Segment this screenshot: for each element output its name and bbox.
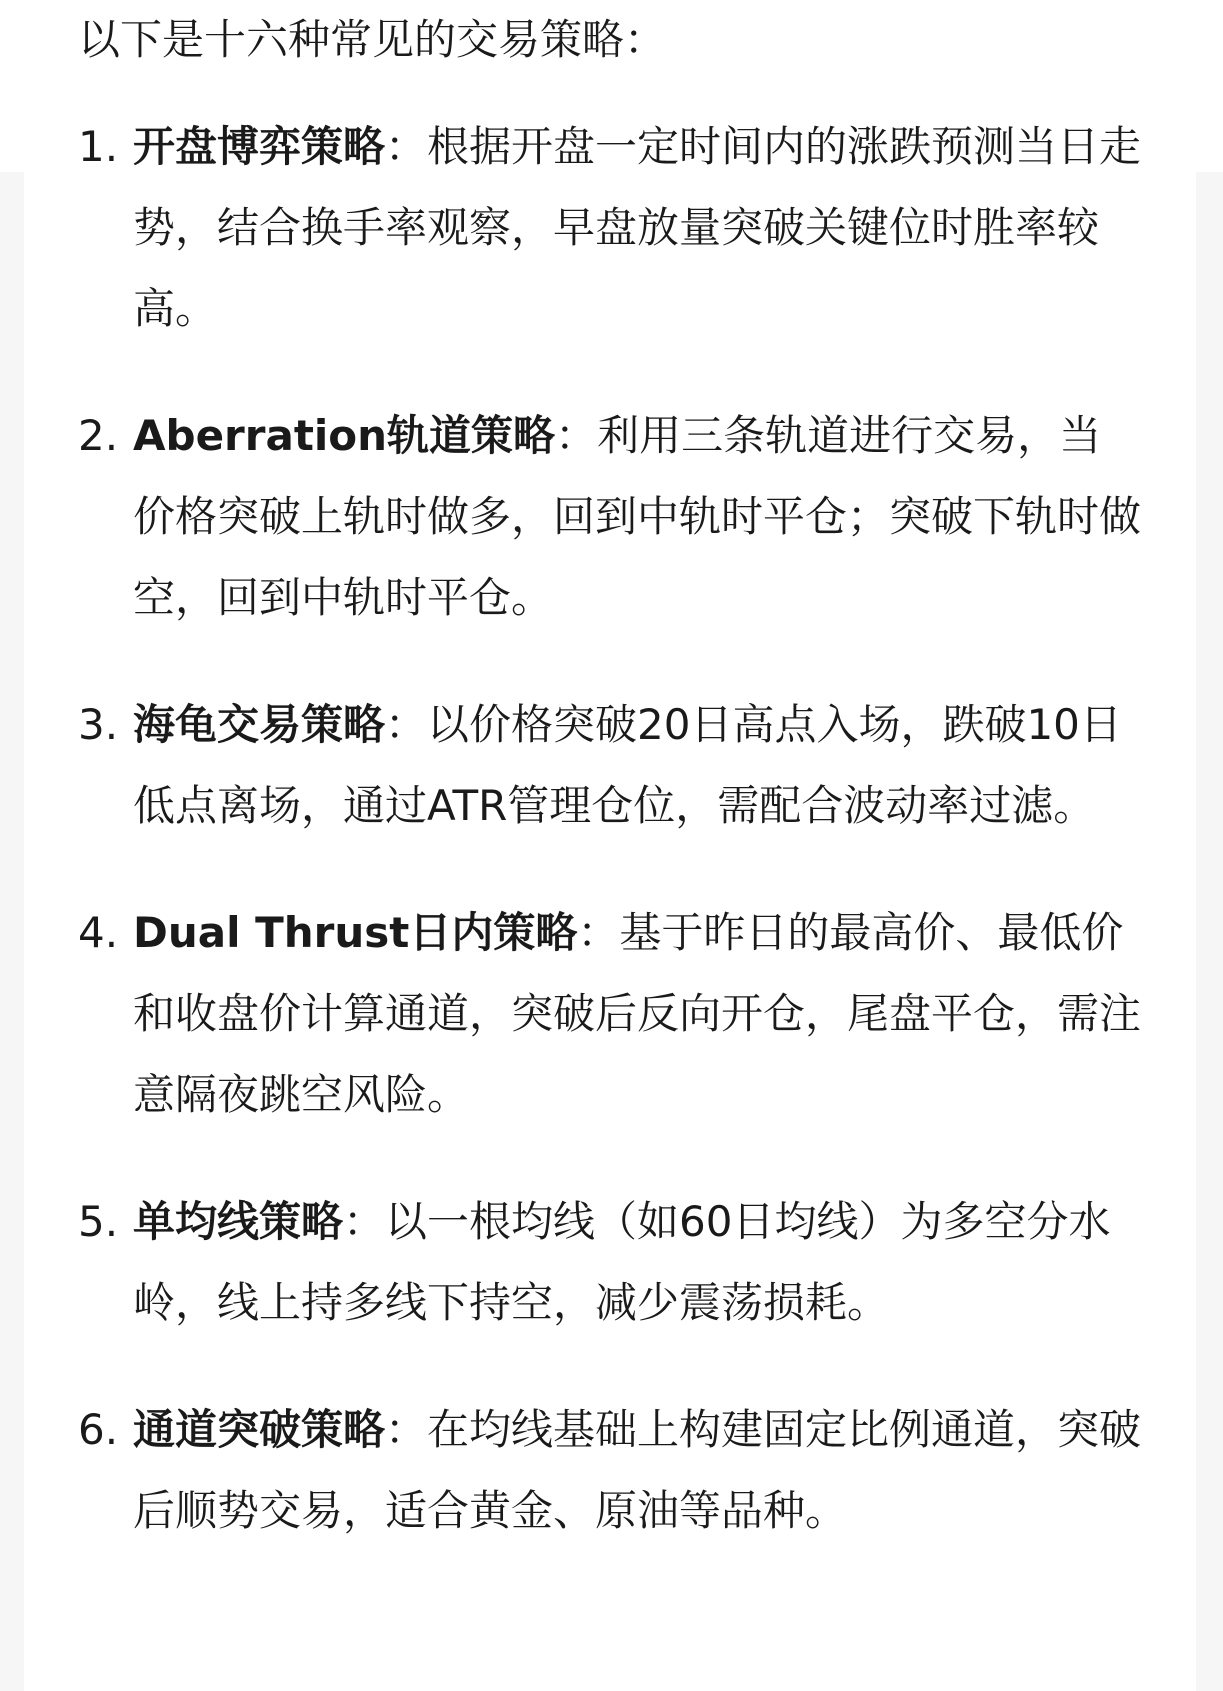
item-number: 5. xyxy=(78,1197,119,1246)
strategy-description: ：基于昨日的最高价、最低价和收盘价计算通道，突破后反向开仓，尾盘平仓，需注意隔夜跳空风险。 xyxy=(133,908,1142,1119)
strategy-name: Dual Thrust日内策略 xyxy=(133,908,578,957)
strategy-list xyxy=(78,106,1158,1597)
list-item xyxy=(78,892,1158,1135)
item-text xyxy=(133,892,1143,1135)
strategy-description: ：根据开盘一定时间内的涨跌预测当日走势，结合换手率观察，早盘放量突破关键位时胜率较高。 xyxy=(133,122,1142,333)
list-item xyxy=(78,395,1158,638)
list-item xyxy=(78,106,1158,349)
item-number: 3. xyxy=(78,700,119,749)
strategy-description: ：利用三条轨道进行交易，当价格突破上轨时做多，回到中轨时平仓；突破下轨时做空，回到中轨时平仓。 xyxy=(133,411,1142,622)
item-text xyxy=(133,106,1143,349)
intro-text: 以下是十六种常见的交易策略： xyxy=(78,15,667,64)
item-number: 2. xyxy=(78,411,119,460)
list-item xyxy=(78,684,1158,846)
item-number: 6. xyxy=(78,1405,119,1454)
item-text xyxy=(133,1181,1143,1343)
strategy-description: ：以一根均线（如60日均线）为多空分水岭，线上持多线下持空，减少震荡损耗。 xyxy=(133,1197,1111,1327)
item-text xyxy=(133,684,1143,846)
list-item xyxy=(78,1181,1158,1343)
item-text xyxy=(133,395,1143,638)
list-item xyxy=(78,1389,1158,1551)
strategy-name: 通道突破策略 xyxy=(133,1405,386,1454)
item-text xyxy=(133,1389,1143,1551)
item-number: 4. xyxy=(78,908,119,957)
strategy-name: 海龟交易策略 xyxy=(133,700,386,749)
strategy-name: Aberration轨道策略 xyxy=(133,411,556,460)
item-number: 1. xyxy=(78,122,119,171)
strategy-name: 单均线策略 xyxy=(133,1197,344,1246)
strategy-name: 开盘博弈策略 xyxy=(133,122,386,171)
strategy-description: ：以价格突破20日高点入场，跌破10日低点离场，通过ATR管理仓位，需配合波动率过滤。 xyxy=(133,700,1122,830)
strategy-description: ：在均线基础上构建固定比例通道，突破后顺势交易，适合黄金、原油等品种。 xyxy=(133,1405,1142,1535)
